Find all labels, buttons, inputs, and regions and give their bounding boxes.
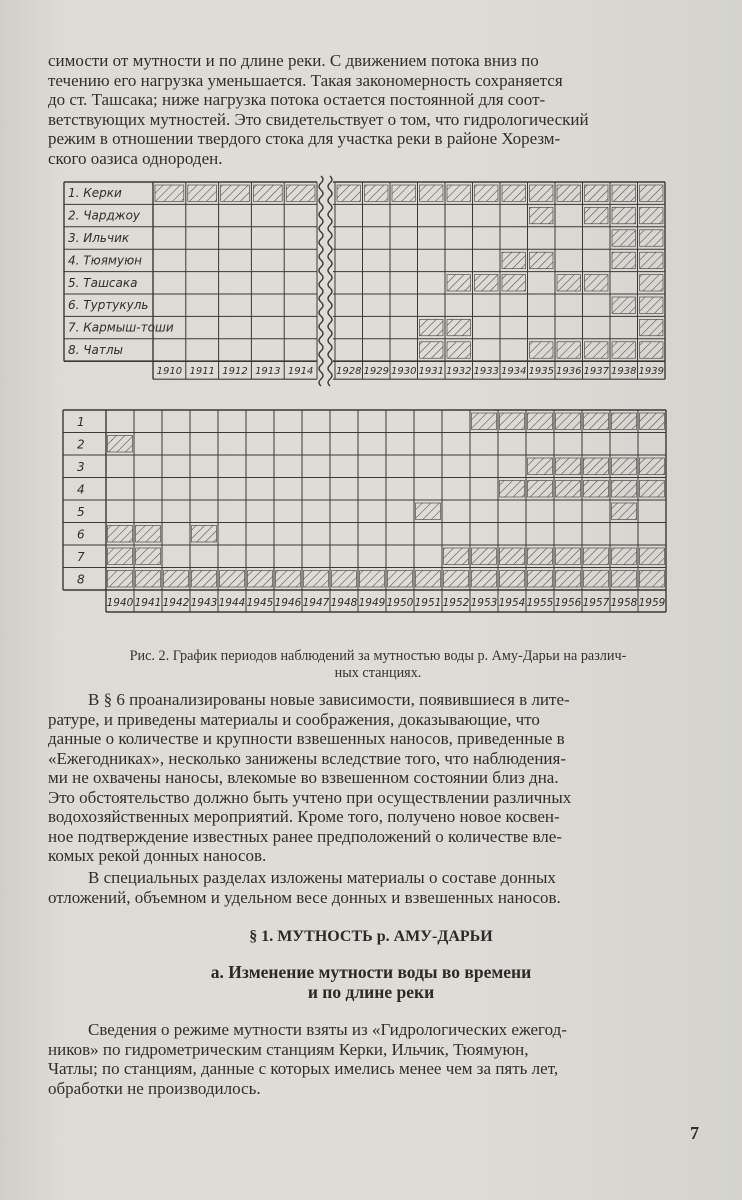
- year-tick-label: 1941: [134, 597, 162, 609]
- observed-cell: [136, 548, 161, 565]
- observed-cell: [447, 275, 471, 291]
- observed-cell: [584, 413, 609, 430]
- year-tick-label: 1930: [391, 366, 417, 378]
- year-tick-label: 1954: [498, 597, 526, 609]
- row-label: 7. Кармыш-тоши: [68, 320, 174, 335]
- observed-cell: [475, 185, 499, 201]
- text-line: до ст. Ташсака; ниже нагрузка потока остается постоянной для соот-: [48, 90, 546, 109]
- text-line: ратуре, и приведены материалы и соображения, доказывающие, что: [48, 709, 540, 729]
- text-line: Чатлы; по станциям, данные с которых имелись менее чем за пять лет,: [48, 1059, 559, 1078]
- observed-cell: [640, 230, 664, 246]
- page-number: 7: [690, 1123, 699, 1143]
- observed-cell: [108, 571, 133, 588]
- row-label: 5. Ташсака: [68, 275, 138, 290]
- observed-cell: [640, 319, 664, 335]
- year-tick-label: 1946: [274, 597, 302, 609]
- text-line: данные о количестве и крупности взвешенных наносов, приведенные в: [48, 729, 565, 748]
- year-tick-label: 1911: [189, 366, 215, 378]
- subsection-line: и по длине реки: [307, 982, 435, 1002]
- year-tick-label: 1928: [336, 366, 362, 378]
- row-label: 8: [77, 572, 85, 587]
- observed-cell: [420, 319, 444, 335]
- observed-cell: [447, 185, 471, 201]
- row-label: 6. Туртукуль: [68, 298, 149, 313]
- observed-cell: [253, 185, 282, 201]
- observed-cell: [612, 481, 637, 498]
- observed-cell: [248, 571, 273, 588]
- observed-cell: [337, 185, 361, 201]
- caption-line: ных станциях.: [334, 665, 422, 681]
- observed-cell: [612, 252, 636, 268]
- observed-cell: [304, 571, 329, 588]
- observed-cell: [612, 413, 637, 430]
- observed-cell: [500, 413, 525, 430]
- section-heading: § 1. МУТНОСТЬ р. АМУ-ДАРЬИ: [249, 928, 493, 945]
- observed-cell: [500, 548, 525, 565]
- observed-cell: [612, 185, 636, 201]
- observed-cell: [557, 342, 581, 358]
- observed-cell: [500, 571, 525, 588]
- observed-cell: [108, 526, 133, 543]
- row-label: 1: [77, 414, 85, 429]
- observed-cell: [502, 252, 526, 268]
- observed-cell: [585, 185, 609, 201]
- observed-cell: [585, 275, 609, 291]
- text-line: «Ежегодниках», несколько занижены вследствие того, что наблюдения-: [48, 748, 567, 768]
- observed-cell: [500, 481, 525, 498]
- observed-cell: [585, 342, 609, 358]
- observed-cell: [612, 207, 636, 223]
- text-line: ное подтверждение известных ранее предположений о количестве вле-: [48, 826, 562, 846]
- observed-cell: [584, 481, 609, 498]
- observed-cell: [640, 207, 664, 223]
- year-tick-label: 1957: [582, 597, 610, 609]
- observed-cell: [584, 571, 609, 588]
- year-tick-label: 1935: [528, 366, 554, 378]
- text-line: водохозяйственных мероприятий. Кроме того, получено новое косвен-: [48, 807, 560, 826]
- text-line: ского оазиса однороден.: [48, 148, 223, 168]
- observed-cell: [612, 503, 637, 520]
- axis-break-line: [328, 176, 332, 386]
- observed-cell: [612, 458, 637, 475]
- row-label: 7: [77, 549, 85, 564]
- text-line: течению его нагрузка уменьшается. Такая закономерность сохраняется: [48, 70, 563, 90]
- observed-cell: [640, 481, 665, 498]
- year-tick-label: 1951: [414, 597, 442, 609]
- observed-cell: [640, 185, 664, 201]
- observed-cell: [585, 207, 609, 223]
- chart-1910-1939: [64, 176, 665, 386]
- year-tick-label: 1914: [287, 366, 314, 378]
- year-tick-label: 1949: [358, 597, 386, 609]
- observed-cell: [584, 548, 609, 565]
- observed-cell: [416, 571, 441, 588]
- text-line: отложений, объемном и удельном весе донных и взвешенных наносов.: [48, 887, 561, 907]
- year-tick-label: 1958: [610, 597, 638, 609]
- year-tick-label: 1931: [418, 366, 444, 378]
- paragraph-3: [48, 868, 688, 907]
- row-label: 2. Чарджоу: [68, 208, 141, 223]
- year-tick-label: 1950: [386, 597, 414, 609]
- observed-cell: [447, 319, 471, 335]
- observed-cell: [612, 230, 636, 246]
- observed-cell: [388, 571, 413, 588]
- year-tick-label: 1910: [156, 366, 183, 378]
- observed-cell: [530, 207, 554, 223]
- observed-cell: [108, 436, 133, 453]
- observed-cell: [612, 297, 636, 313]
- year-tick-label: 1956: [554, 597, 582, 609]
- observed-cell: [556, 481, 581, 498]
- observed-cell: [612, 548, 637, 565]
- row-label: 1. Керки: [68, 186, 122, 201]
- observed-cell: [360, 571, 385, 588]
- observed-cell: [556, 458, 581, 475]
- paragraph-2: [48, 690, 688, 866]
- observed-cell: [556, 413, 581, 430]
- year-tick-label: 1934: [501, 366, 527, 378]
- observed-cell: [192, 571, 217, 588]
- text-line: ветствующих мутностей. Это свидетельствует о том, что гидрологический: [48, 109, 589, 129]
- observed-cell: [416, 503, 441, 520]
- observed-cell: [556, 548, 581, 565]
- observed-cell: [444, 571, 469, 588]
- observed-cell: [188, 185, 217, 201]
- observed-cell: [640, 571, 665, 588]
- row-label: 3. Ильчик: [68, 231, 130, 246]
- year-tick-label: 1939: [638, 366, 664, 378]
- observed-cell: [276, 571, 301, 588]
- observed-cell: [444, 548, 469, 565]
- year-tick-label: 1952: [442, 597, 470, 609]
- observed-cell: [220, 571, 245, 588]
- observed-cell: [640, 458, 665, 475]
- year-tick-label: 1959: [638, 597, 666, 609]
- row-label: 8. Чатлы: [68, 343, 123, 358]
- observed-cell: [612, 342, 636, 358]
- subsection-line: а. Изменение мутности воды во времени: [210, 962, 532, 982]
- text-line: обработки не производилось.: [48, 1078, 261, 1098]
- text-line: комых рекой донных наносов.: [48, 846, 267, 865]
- text-line: В § 6 проанализированы новые зависимости, появившиеся в лите-: [88, 690, 570, 709]
- year-tick-label: 1953: [470, 597, 498, 609]
- observed-cell: [530, 185, 554, 201]
- year-tick-label: 1944: [218, 597, 246, 609]
- observed-cell: [136, 526, 161, 543]
- year-tick-label: 1933: [473, 366, 499, 378]
- observed-cell: [332, 571, 357, 588]
- observed-cell: [640, 275, 664, 291]
- year-tick-label: 1937: [583, 366, 609, 378]
- observed-cell: [557, 275, 581, 291]
- year-tick-label: 1955: [526, 597, 554, 609]
- observed-cell: [221, 185, 250, 201]
- observed-cell: [155, 185, 184, 201]
- observed-cell: [472, 548, 497, 565]
- observed-cell: [392, 185, 416, 201]
- observed-cell: [192, 526, 217, 543]
- year-tick-label: 1942: [162, 597, 190, 609]
- observed-cell: [502, 185, 526, 201]
- text-line: В специальных разделах изложены материалы о составе донных: [88, 868, 556, 887]
- year-tick-label: 1947: [302, 597, 330, 609]
- row-label: 4. Тюямуюн: [68, 253, 143, 268]
- text-line: Сведения о режиме мутности взяты из «Гидрологических ежегод-: [88, 1020, 567, 1039]
- row-label: 4: [77, 482, 85, 497]
- observed-cell: [584, 458, 609, 475]
- observed-cell: [530, 342, 554, 358]
- text-line: режим в отношении твердого стока для участка реки в районе Хорезм-: [48, 129, 561, 148]
- row-label: 2: [77, 437, 85, 452]
- observed-cell: [556, 571, 581, 588]
- subsection-heading: [0, 962, 742, 1002]
- year-tick-label: 1929: [363, 366, 389, 378]
- year-tick-label: 1936: [556, 366, 582, 378]
- observed-cell: [164, 571, 189, 588]
- observed-cell: [528, 413, 553, 430]
- year-tick-label: 1945: [246, 597, 274, 609]
- observed-cell: [528, 481, 553, 498]
- observed-cell: [612, 571, 637, 588]
- figure-caption: [58, 648, 698, 682]
- observed-cell: [640, 297, 664, 313]
- year-tick-label: 1943: [190, 597, 218, 609]
- observed-cell: [640, 342, 664, 358]
- observed-cell: [528, 548, 553, 565]
- observed-cell: [640, 413, 665, 430]
- year-tick-label: 1940: [106, 597, 134, 609]
- observed-cell: [640, 548, 665, 565]
- observed-cell: [528, 571, 553, 588]
- observed-cell: [447, 342, 471, 358]
- row-label: 3: [77, 459, 85, 474]
- observed-cell: [502, 275, 526, 291]
- observed-cell: [557, 185, 581, 201]
- observed-cell: [472, 413, 497, 430]
- observed-cell: [108, 548, 133, 565]
- observed-cell: [640, 252, 664, 268]
- paragraph-4: [48, 1020, 688, 1098]
- chart-1940-1959: [63, 410, 666, 612]
- caption-line: Рис. 2. График периодов наблюдений за мутностью воды р. Аму-Дарьи на различ-: [129, 648, 627, 664]
- year-tick-label: 1913: [255, 366, 281, 378]
- text-line: ми не охвачены наносы, влекомые во взвешенном состоянии близ дна.: [48, 768, 559, 787]
- text-line: симости от мутности и по длине реки. С движением потока вниз по: [48, 51, 539, 70]
- observed-cell: [365, 185, 389, 201]
- observed-cell: [286, 185, 315, 201]
- text-line: Это обстоятельство должно быть учтено при осуществлении различных: [48, 787, 572, 807]
- text-line: ников» по гидрометрическим станциям Керки, Ильчик, Тюямуюн,: [48, 1039, 529, 1059]
- row-label: 5: [77, 504, 85, 519]
- observed-cell: [475, 275, 499, 291]
- row-label: 6: [77, 527, 85, 542]
- observed-cell: [472, 571, 497, 588]
- observed-cell: [420, 185, 444, 201]
- observed-cell: [528, 458, 553, 475]
- observed-cell: [136, 571, 161, 588]
- axis-break-line: [319, 176, 323, 386]
- year-tick-label: 1932: [446, 366, 472, 378]
- year-tick-label: 1938: [611, 366, 637, 378]
- year-tick-label: 1912: [222, 366, 248, 378]
- year-tick-label: 1948: [330, 597, 358, 609]
- observed-cell: [420, 342, 444, 358]
- observed-cell: [530, 252, 554, 268]
